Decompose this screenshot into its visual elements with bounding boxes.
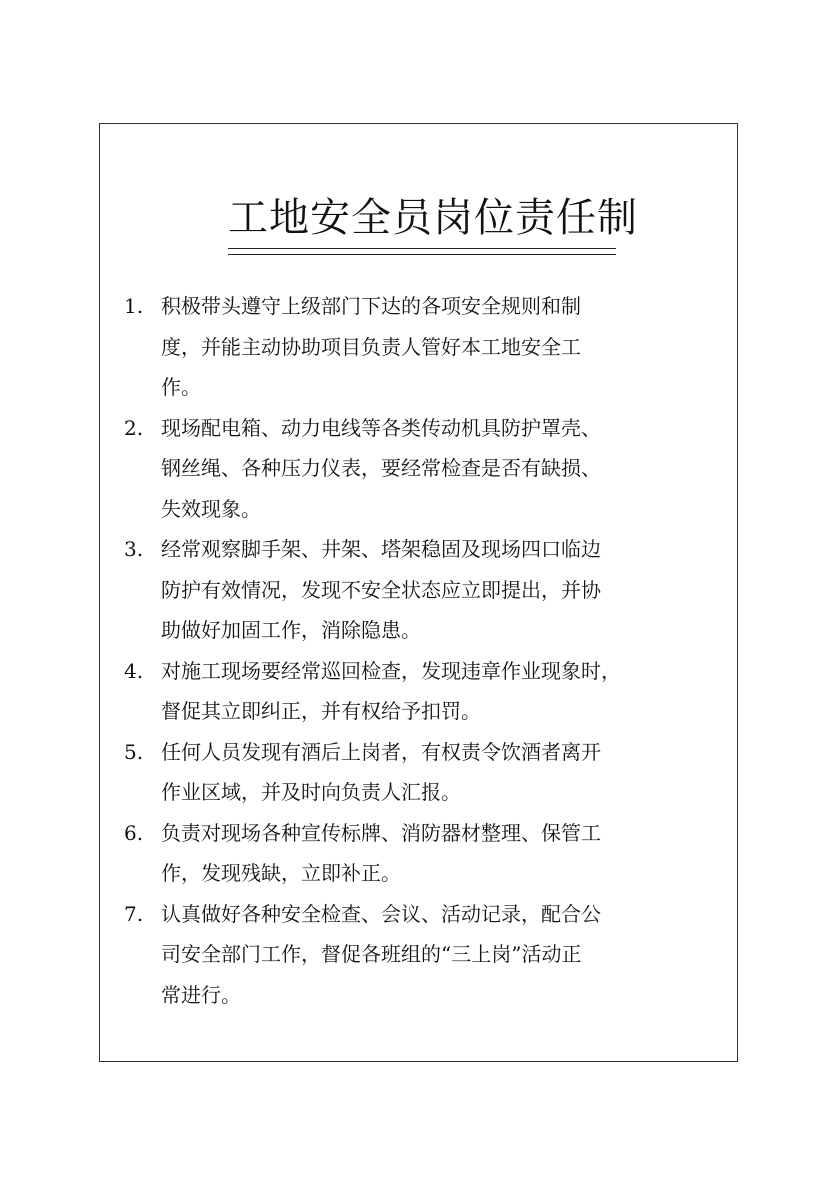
- item-number: 5.: [124, 739, 144, 764]
- item-text-line: 作。: [161, 375, 201, 399]
- item-text-line: 失效现象。: [161, 496, 261, 521]
- item-text-line: 现场配电箱、动力电线等各类传动机具防护罩壳、: [161, 415, 601, 440]
- document-frame: [99, 123, 738, 1062]
- item-text-line: 常进行。: [161, 982, 241, 1007]
- title-block: [228, 194, 638, 255]
- item-number: 2.: [124, 415, 144, 440]
- item-text-line: 经常观察脚手架、井架、塔架稳固及现场四口临边: [161, 537, 601, 561]
- item-text-line: 积极带头遵守上级部门下达的各项安全规则和制: [161, 294, 581, 318]
- list-item: [124, 529, 664, 651]
- item-text-line: 钢丝绳、各种压力仪表，要经常检查是否有缺损、: [161, 456, 601, 480]
- item-number: 3.: [124, 537, 144, 561]
- list-item: [124, 408, 664, 530]
- responsibility-list: [124, 286, 664, 1015]
- item-text-line: 防护有效情况，发现不安全状态应立即提出，并协: [161, 577, 601, 602]
- item-text-line: 度，并能主动协助项目负责人管好本工地安全工: [161, 334, 581, 359]
- list-item: [124, 732, 664, 813]
- list-item: [124, 894, 664, 1016]
- item-text-line: 作业区域，并及时向负责人汇报。: [161, 780, 461, 804]
- item-text-line: 任何人员发现有酒后上岗者，有权责令饮酒者离开: [161, 739, 601, 764]
- document-title: 工地安全员岗位责任制: [228, 195, 638, 241]
- item-number: 6.: [124, 820, 144, 845]
- item-text-line: 负责对现场各种宣传标牌、消防器材整理、保管工: [161, 820, 601, 845]
- list-item: [124, 286, 664, 408]
- item-number: 4.: [124, 658, 144, 683]
- item-text-line: 作，发现残缺，立即补正。: [161, 861, 401, 885]
- list-item: [124, 813, 664, 894]
- item-text-line: 督促其立即纠正，并有权给予扣罚。: [161, 699, 481, 723]
- item-text-line: 助做好加固工作，消除隐患。: [161, 618, 421, 642]
- item-text-line: 对施工现场要经常巡回检查，发现违章作业现象时，: [161, 658, 621, 683]
- item-number: 7.: [124, 901, 144, 926]
- list-item: [124, 651, 664, 732]
- title-double-underline: [228, 248, 616, 255]
- item-text-line: 认真做好各种安全检查、会议、活动记录，配合公: [161, 901, 601, 926]
- item-number: 1.: [124, 294, 144, 318]
- item-text-line: 司安全部门工作，督促各班组的“三上岗”活动正: [161, 942, 582, 966]
